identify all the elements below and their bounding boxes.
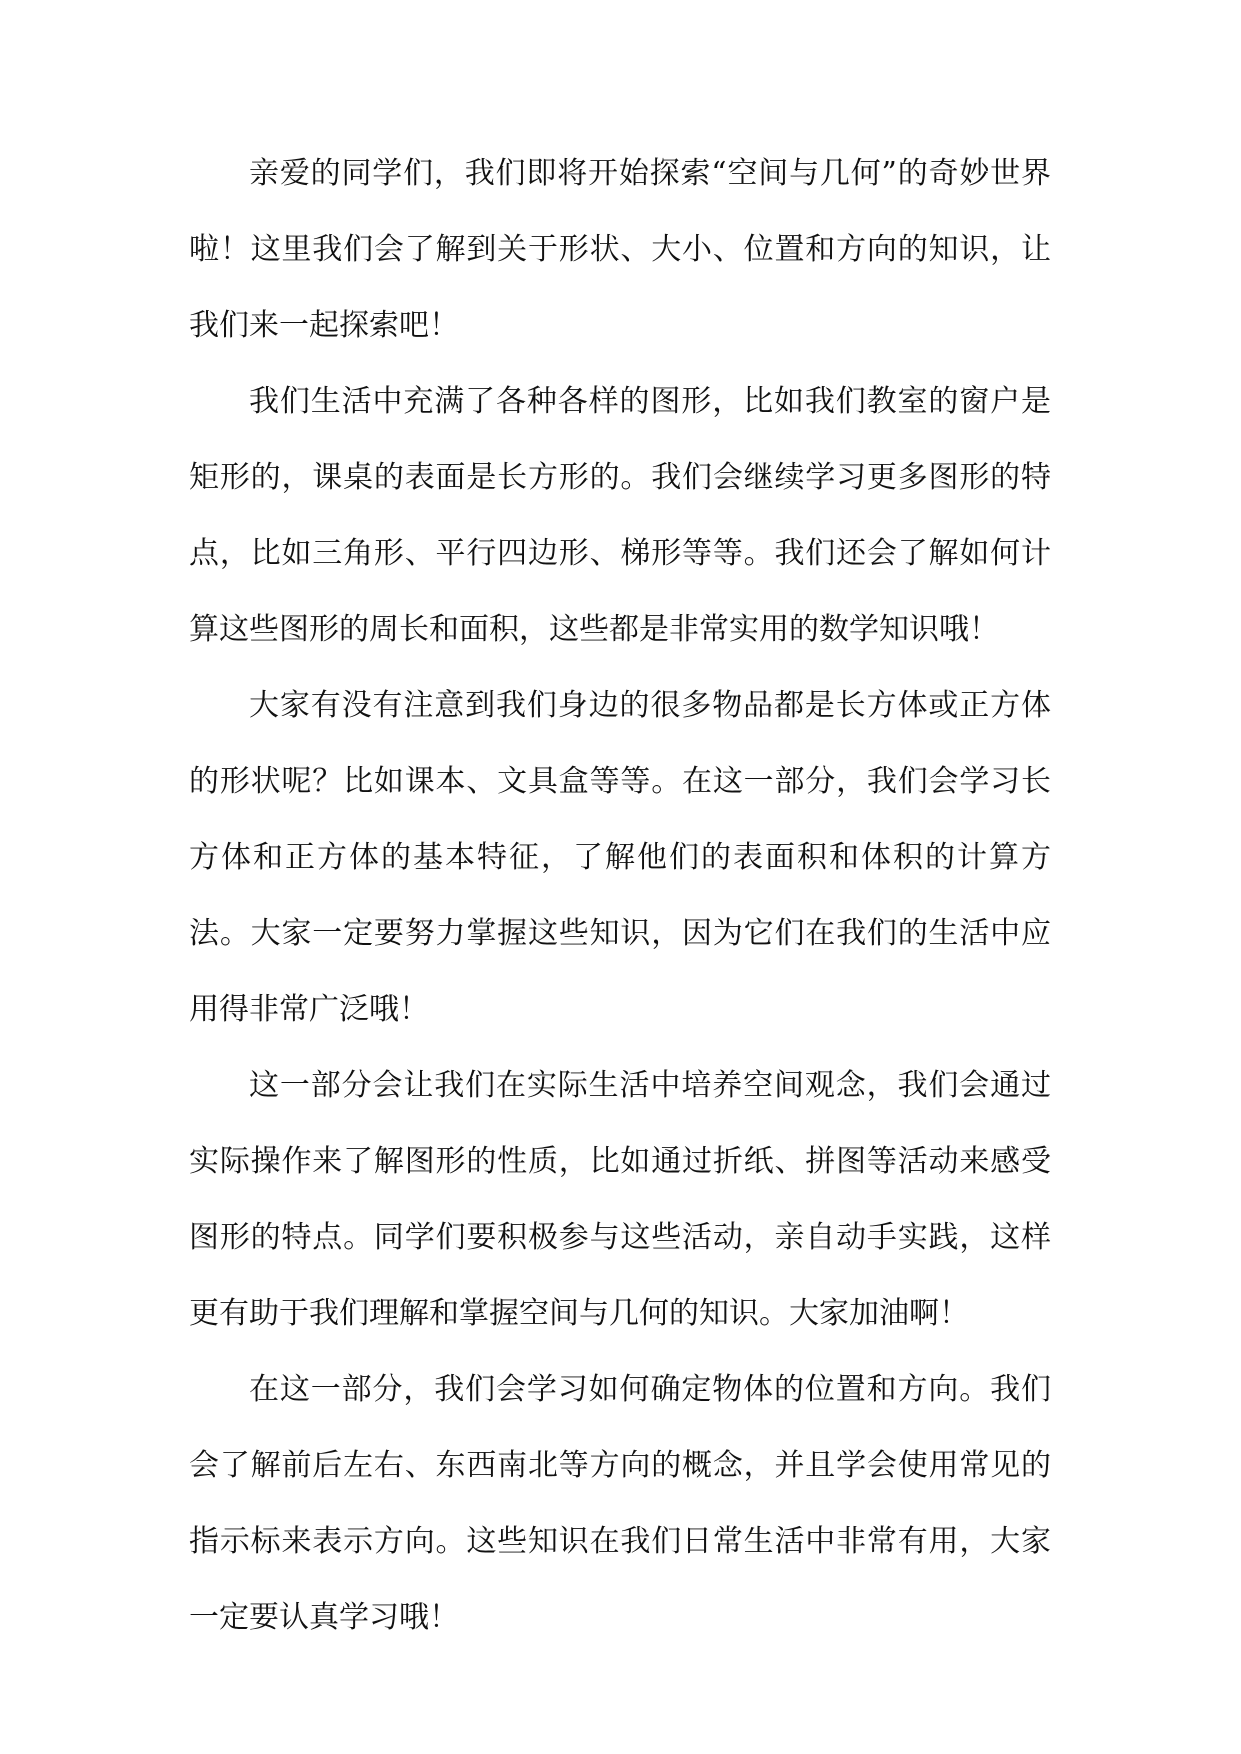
paragraph-spatial-sense: 这一部分会让我们在实际生活中培养空间观念，我们会通过实际操作来了解图形的性质，比如通过折纸、拼图等活动来感受图形的特点。同学们要积极参与这些活动，亲自动手实践，这样更有助于我们理解和掌握空间与几何的知识。大家加油啊！ <box>189 1068 1051 1331</box>
paragraph-position-direction: 在这一部分，我们会学习如何确定物体的位置和方向。我们会了解前后左右、东西南北等方向的概念，并且学会使用常见的指示标来表示方向。这些知识在我们日常生活中非常有用，大家一定要认真学习哦！ <box>189 1372 1051 1635</box>
paragraph-solids: 大家有没有注意到我们身边的很多物品都是长方体或正方体的形状呢？比如课本、文具盒等等。在这一部分，我们会学习长方体和正方体的基本特征，了解他们的表面积和体积的计算方法。大家一定要努力掌握这些知识，因为它们在我们的生活中应用得非常广泛哦！ <box>189 688 1051 1027</box>
paragraph-shapes: 我们生活中充满了各种各样的图形，比如我们教室的窗户是矩形的，课桌的表面是长方形的。我们会继续学习更多图形的特点，比如三角形、平行四边形、梯形等等。我们还会了解如何计算这些图形的周长和面积，这些都是非常实用的数学知识哦！ <box>189 384 1051 647</box>
document-body <box>189 136 1051 1656</box>
paragraph-intro: 亲爱的同学们，我们即将开始探索“空间与几何”的奇妙世界啦！这里我们会了解到关于形状、大小、位置和方向的知识，让我们来一起探索吧！ <box>189 156 1051 343</box>
